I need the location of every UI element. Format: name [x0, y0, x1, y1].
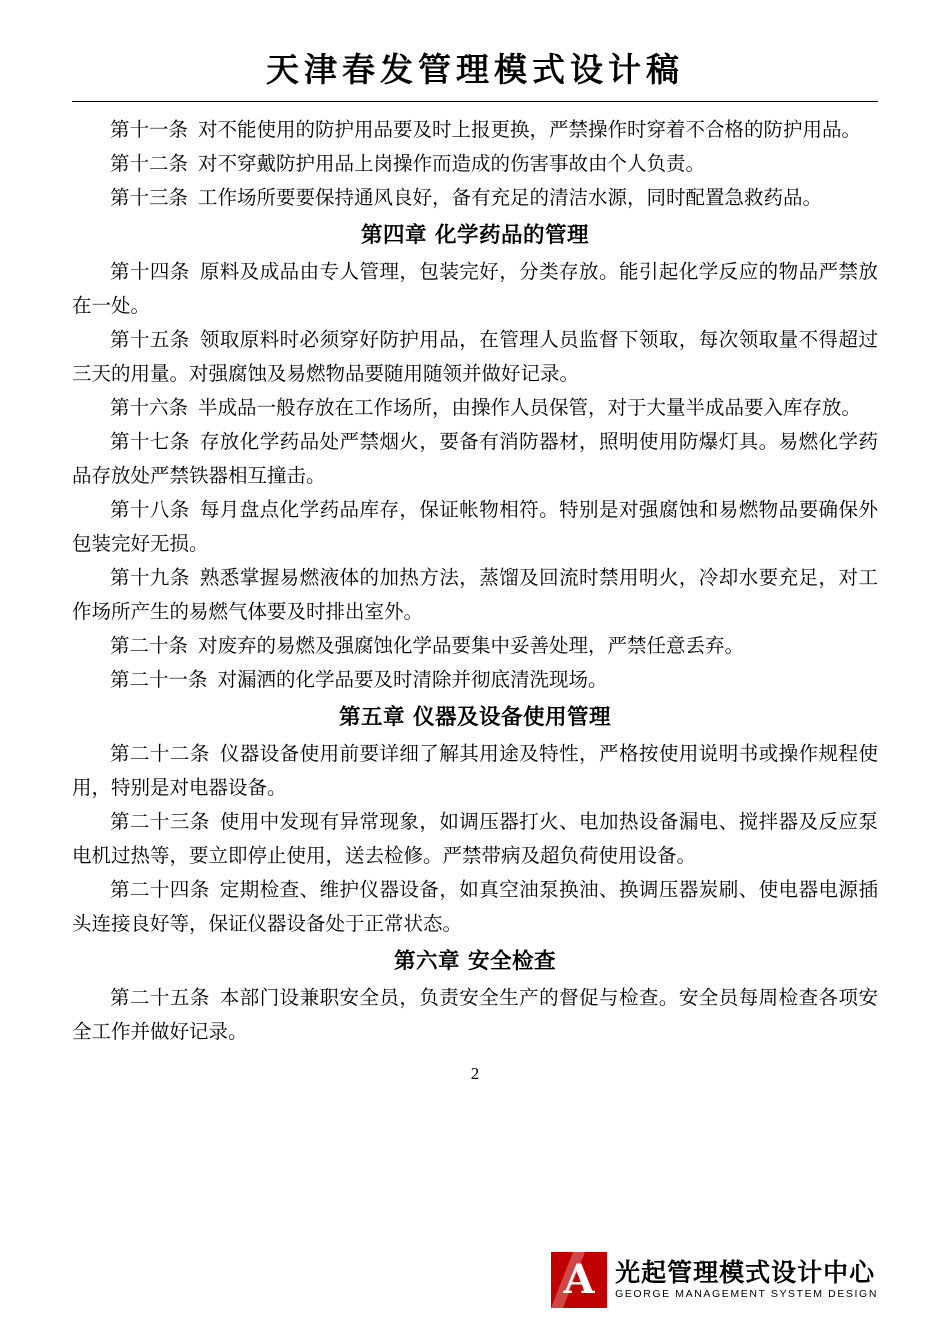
clause-text: 原料及成品由专人管理，包装完好，分类存放。能引起化学反应的物品严禁放在一处。: [72, 262, 878, 317]
clause-number: 第十九条: [110, 568, 190, 589]
clause-text: 工作场所要要保持通风良好，备有充足的清洁水源，同时配置急救药品。: [198, 188, 823, 209]
clause-text: 半成品一般存放在工作场所，由操作人员保管，对于大量半成品要入库存放。: [198, 398, 862, 419]
logo-mark-icon: [551, 1252, 607, 1308]
clause-number: 第十四条: [110, 262, 190, 283]
clause-paragraph: [72, 562, 878, 630]
clause-paragraph: [72, 874, 878, 942]
clause-number: 第十二条: [110, 154, 189, 175]
clause-text: 存放化学药品处严禁烟火，要备有消防器材，照明使用防爆灯具。易燃化学药品存放处严禁铁器相互撞击。: [72, 432, 878, 487]
clause-text: 领取原料时必须穿好防护用品，在管理人员监督下领取，每次领取量不得超过三天的用量。对强腐蚀及易燃物品要随用随领并做好记录。: [72, 330, 878, 385]
clause-paragraph: [72, 494, 878, 562]
clause-paragraph: [72, 256, 878, 324]
clause-paragraph: [72, 324, 878, 392]
document-body: [72, 114, 878, 1050]
chapter-heading: 第四章 化学药品的管理: [361, 223, 589, 248]
clause-number: 第十五条: [110, 330, 190, 351]
clause-number: 第十七条: [110, 432, 190, 453]
clause-paragraph: [72, 392, 878, 426]
clause-text: 定期检查、维护仪器设备，如真空油泵换油、换调压器炭刷、使电器电源插头连接良好等，保证仪器设备处于正常状态。: [72, 880, 878, 935]
clause-number: 第二十一条: [110, 670, 208, 691]
logo-letter: A: [563, 1256, 595, 1303]
clause-paragraph: [72, 182, 878, 216]
clause-text: 对不能使用的防护用品要及时上报更换，严禁操作时穿着不合格的防护用品。: [198, 120, 862, 141]
clause-number: 第十八条: [110, 500, 190, 521]
chapter-heading: 第五章 仪器及设备使用管理: [339, 705, 611, 730]
clause-paragraph: [72, 630, 878, 664]
clause-number: 第二十条: [110, 636, 189, 657]
clause-text: 对废弃的易燃及强腐蚀化学品要集中妥善处理，严禁任意丢弃。: [198, 636, 745, 657]
footer-logo: [551, 1252, 878, 1308]
clause-paragraph: [72, 148, 878, 182]
header-divider: [72, 101, 878, 102]
clause-paragraph: [72, 982, 878, 1050]
chapter-heading: 第六章 安全检查: [394, 949, 556, 974]
clause-paragraph: [72, 426, 878, 494]
clause-number: 第十一条: [110, 120, 189, 141]
clause-number: 第二十四条: [110, 880, 210, 901]
clause-text: 使用中发现有异常现象，如调压器打火、电加热设备漏电、搅拌器及反应泵电机过热等，要立即停止使用，送去检修。严禁带病及超负荷使用设备。: [72, 812, 878, 867]
clause-text: 本部门设兼职安全员，负责安全生产的督促与检查。安全员每周检查各项安全工作并做好记录。: [72, 988, 878, 1043]
logo-chinese-name: 光起管理模式设计中心: [615, 1257, 876, 1287]
clause-number: 第二十二条: [110, 744, 210, 765]
clause-paragraph: [72, 806, 878, 874]
clause-text: 熟悉掌握易燃液体的加热方法，蒸馏及回流时禁用明火，冷却水要充足，对工作场所产生的易燃气体要及时排出室外。: [72, 568, 878, 623]
clause-number: 第二十三条: [110, 812, 210, 833]
clause-text: 对不穿戴防护用品上岗操作而造成的伤害事故由个人负责。: [198, 154, 706, 175]
clause-paragraph: [72, 738, 878, 806]
clause-text: 仪器设备使用前要详细了解其用途及特性，严格按使用说明书或操作规程使用，特别是对电器设备。: [72, 744, 878, 799]
clause-text: 每月盘点化学药品库存，保证帐物相符。特别是对强腐蚀和易燃物品要确保外包装完好无损。: [72, 500, 878, 555]
clause-text: 对漏洒的化学品要及时清除并彻底清洗现场。: [217, 670, 608, 691]
logo-text-block: [615, 1257, 878, 1301]
clause-number: 第十六条: [110, 398, 189, 419]
logo-english-name: GEORGE MANAGEMENT SYSTEM DESIGN: [615, 1288, 878, 1301]
clause-paragraph: [72, 664, 878, 698]
document-title: 天津春发管理模式设计稿: [266, 50, 684, 89]
clause-paragraph: [72, 114, 878, 148]
page-number: 2: [470, 1064, 480, 1083]
clause-number: 第二十五条: [110, 988, 210, 1009]
clause-number: 第十三条: [110, 188, 189, 209]
